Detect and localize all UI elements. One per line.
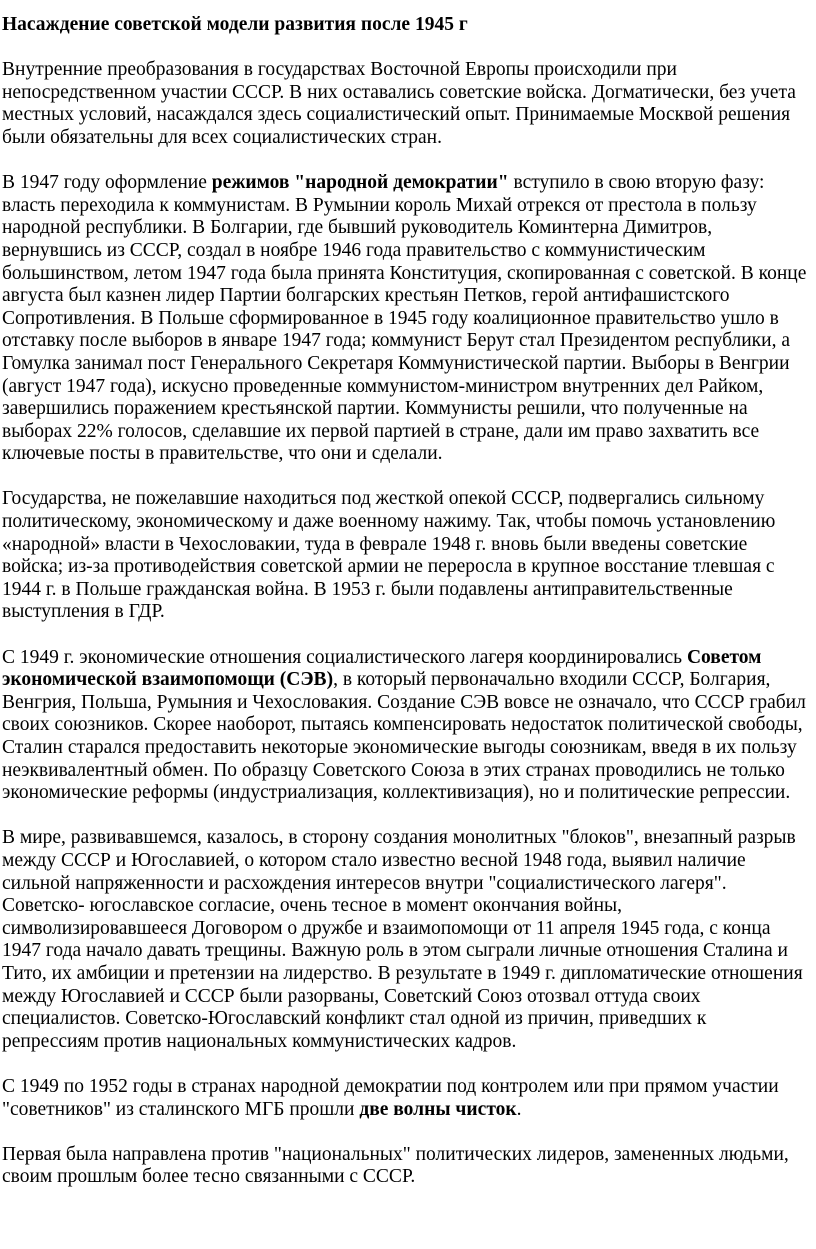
paragraph-comecon <box>2 647 808 805</box>
bold-term: две волны чисток <box>359 1098 517 1120</box>
document-title: Насаждение советской модели развития после 1945 г <box>2 14 468 35</box>
paragraph-purges <box>2 1076 808 1121</box>
paragraph-yugoslavia: В мире, развивавшемся, казалось, в сторону создания монолитных "блоков", внезапный разрыв между СССР и Югославией, о котором стало известно весной 1948 года, выявил наличие сильной напряженности и расхождения интересов внутри "социалистического лагеря". Советско- югославское согласие, очень тесное в момент окончания войны, символизировавшееся Договором о дружбе и взаимопомощи от 11 апреля 1945 года, с конца 1947 года начало давать трещины. Важную роль в этом сыграли личные отношения Сталина и Тито, их амбиции и претензии на лидерство. В результате в 1949 г. дипломатические отношения между Югославией и СССР были разорваны, Советский Союз отозвал оттуда своих специалистов. Советско-Югославский конфликт стал одной из причин, приведших к репрессиям против национальных коммунистических кадров. <box>2 827 803 1052</box>
bold-term: режимов "народной демократии" <box>211 172 509 194</box>
paragraph-first-wave: Первая была направлена против "национальных" политических лидеров, замененных людьми, своим прошлым более тесно связанными с СССР. <box>2 1143 789 1188</box>
paragraph-text: С 1949 г. экономические отношения социалистического лагеря координировались <box>2 646 687 668</box>
paragraph-peoples-democracy <box>2 172 808 466</box>
paragraph-text: С 1949 по 1952 годы в странах народной демократии под контролем или при прямом участии "советников" из сталинского МГБ прошли <box>2 1075 779 1120</box>
bold-term: Советом экономической взаимопомощи (СЭВ) <box>2 646 762 691</box>
paragraph-text: . <box>516 1098 522 1120</box>
paragraph-text: вступило в свою вторую фазу: власть переходила к коммунистам. В Румынии король Михай отрекся от престола в пользу народной республики. В Болгарии, где бывший руководитель Коминтерна Димитров, вернувшись из СССР, создал в ноябре 1946 года правительство с коммунистическим большинством, летом 1947 года была принята Конституция, скопированная с советской. В конце августа был казнен лидер Партии болгарских крестьян Петков, герой антифашистского Сопротивления. В Польше сформированное в 1945 году коалиционное правительство ушло в отставку после выборов в январе 1947 года; коммунист Берут стал Президентом республики, а Гомулка занимал пост Генерального Секретаря Коммунистической партии. Выборы в Венгрии (август 1947 года), искусно проведенные коммунистом-министром внутренних дел Райком, завершились поражением крестьянской партии. Коммунисты решили, что полученные на выборах 22% голосов, сделавшие их первой партией в стране, дали им право захватить все ключевые посты в правительстве, что они и сделали. <box>2 172 807 465</box>
paragraph-text: В 1947 году оформление <box>2 172 212 194</box>
paragraph-intro: Внутренние преобразования в государствах Восточной Европы происходили при непосредственном участии СССР. В них оставались советские войска. Догматически, без учета местных условий, насаждался здесь социалистический опыт. Принимаемые Москвой решения были обязательны для всех социалистических стран. <box>2 59 796 148</box>
paragraph-pressure: Государства, не пожелавшие находиться под жесткой опекой СССР, подвергались сильному политическому, экономическому и даже военному нажиму. Так, чтобы помочь установлению «народной» власти в Чехословакии, туда в феврале 1948 г. вновь были введены советские войска; из-за противодействия советской армии не переросла в крупное восстание тлевшая с 1944 г. в Польше гражданская война. В 1953 г. были подавлены антиправительственные выступления в ГДР. <box>2 488 776 623</box>
paragraph-text: , в который первоначально входили СССР, Болгария, Венгрия, Польша, Румыния и Чехословакия. Создание СЭВ вовсе не означало, что СССР грабил своих союзников. Скорее наоборот, пытаясь компенсировать недостаток политической свободы, Сталин старался предоставить некоторые экономические выгоды союзникам, введя в их пользу неэквивалентный обмен. По образцу Советского Союза в этих странах проводились не только экономические реформы (индустриализация, коллективизация), но и политические репрессии. <box>2 669 806 804</box>
